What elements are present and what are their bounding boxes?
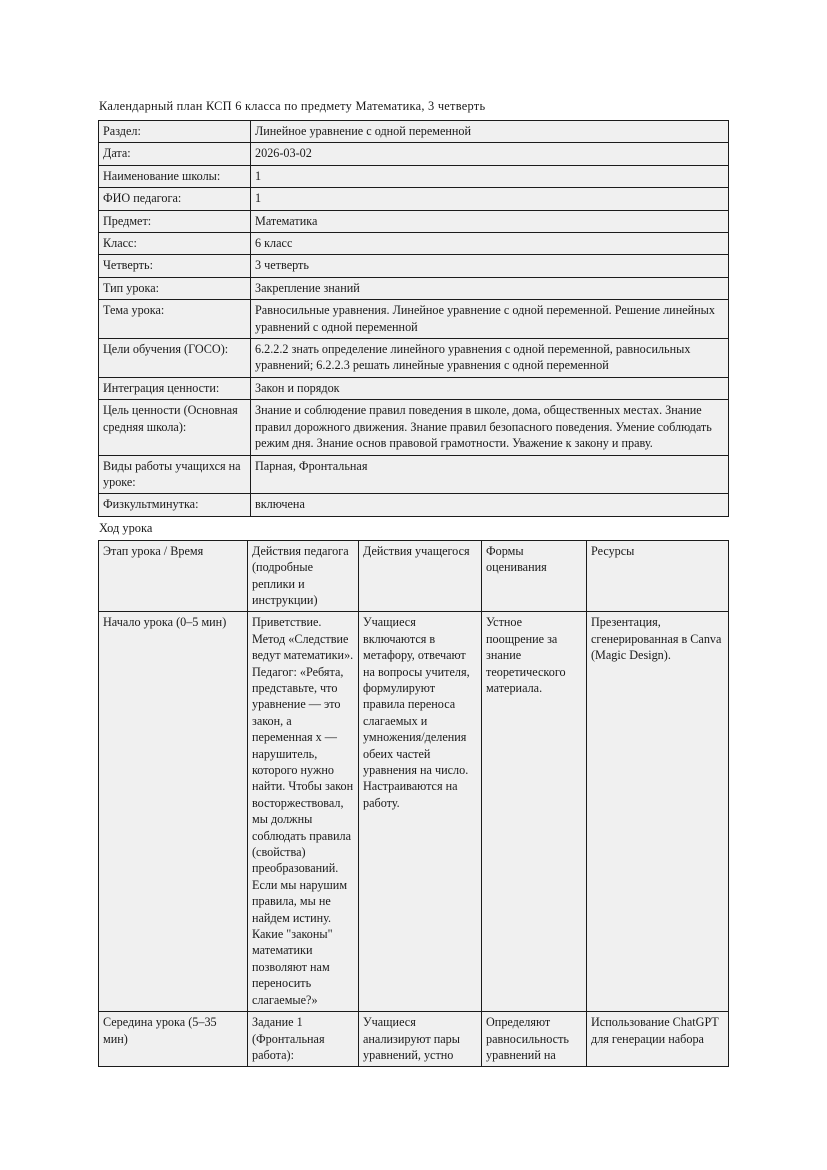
info-value: 3 четверть xyxy=(251,255,729,277)
column-header-resources: Ресурсы xyxy=(587,540,729,612)
info-value: 6 класс xyxy=(251,233,729,255)
info-label: Интеграция ценности: xyxy=(99,377,251,399)
column-header-student-actions: Действия учащегося xyxy=(359,540,482,612)
table-row xyxy=(99,612,729,1012)
lesson-info-table xyxy=(98,120,729,517)
table-row xyxy=(99,121,729,143)
info-value: Парная, Фронтальная xyxy=(251,455,729,494)
table-header-row xyxy=(99,540,729,612)
info-label: Дата: xyxy=(99,143,251,165)
lesson-flow-head xyxy=(99,540,729,612)
info-label: Цель ценности (Основная средняя школа): xyxy=(99,400,251,455)
info-value: 2026-03-02 xyxy=(251,143,729,165)
table-row xyxy=(99,233,729,255)
cell-resources: Использование ChatGPT для генерации набора xyxy=(587,1012,729,1067)
lesson-info-body xyxy=(99,121,729,517)
cell-student-actions: Учащиеся анализируют пары уравнений, устно xyxy=(359,1012,482,1067)
info-label: Физкультминутка: xyxy=(99,494,251,516)
page-title: Календарный план КСП 6 класса по предмету Математика, 3 четверть xyxy=(99,99,486,113)
table-row xyxy=(99,165,729,187)
info-label: Наименование школы: xyxy=(99,165,251,187)
info-label: Четверть: xyxy=(99,255,251,277)
lesson-flow-table xyxy=(98,540,729,1068)
table-row xyxy=(99,210,729,232)
info-label: Раздел: xyxy=(99,121,251,143)
column-header-teacher-actions: Действия педагога (подробные реплики и инструкции) xyxy=(248,540,359,612)
table-row xyxy=(99,300,729,339)
cell-assessment: Устное поощрение за знание теоретического материала. xyxy=(482,612,587,1012)
cell-assessment: Определяют равносильность уравнений на xyxy=(482,1012,587,1067)
column-header-stage: Этап урока / Время xyxy=(99,540,248,612)
info-value: включена xyxy=(251,494,729,516)
cell-resources: Презентация, сгенерированная в Canva (Magic Design). xyxy=(587,612,729,1012)
cell-student-actions: Учащиеся включаются в метафору, отвечают на вопросы учителя, формулируют правила переноса слагаемых и умножения/деления обеих частей уравнения на число. Настраиваются на работу. xyxy=(359,612,482,1012)
table-row xyxy=(99,494,729,516)
info-value: Закрепление знаний xyxy=(251,277,729,299)
page-content xyxy=(98,98,728,1067)
lesson-flow-body xyxy=(99,612,729,1067)
info-label: Виды работы учащихся на уроке: xyxy=(99,455,251,494)
table-row xyxy=(99,455,729,494)
info-label: Цели обучения (ГОСО): xyxy=(99,339,251,378)
info-value: 1 xyxy=(251,188,729,210)
cell-stage: Начало урока (0–5 мин) xyxy=(99,612,248,1012)
cell-teacher-actions: Задание 1 (Фронтальная работа): xyxy=(248,1012,359,1067)
info-label: Тип урока: xyxy=(99,277,251,299)
column-header-assessment: Формы оценивания xyxy=(482,540,587,612)
table-row xyxy=(99,339,729,378)
lesson-flow-heading: Ход урока xyxy=(99,520,153,535)
table-row xyxy=(99,277,729,299)
info-value: Закон и порядок xyxy=(251,377,729,399)
info-value: Математика xyxy=(251,210,729,232)
info-value: 1 xyxy=(251,165,729,187)
cell-stage: Середина урока (5–35 мин) xyxy=(99,1012,248,1067)
info-value: 6.2.2.2 знать определение линейного уравнения с одной переменной, равносильных уравнений; 6.2.2.3 решать линейные уравнения с одной переменной xyxy=(251,339,729,378)
table-row xyxy=(99,143,729,165)
table-row xyxy=(99,188,729,210)
info-label: Класс: xyxy=(99,233,251,255)
table-row xyxy=(99,377,729,399)
cell-teacher-actions: Приветствие. Метод «Следствие ведут математики». Педагог: «Ребята, представьте, что уравнение — это закон, а переменная х — нарушитель, которого нужно найти. Чтобы закон восторжествовал, мы должны соблюдать правила (свойства) преобразований. Если мы нарушим правила, мы не найдем истину. Какие "законы" математики позволяют нам переносить слагаемые?» xyxy=(248,612,359,1012)
info-value: Знание и соблюдение правил поведения в школе, дома, общественных местах. Знание правил дорожного движения. Знание правил безопасного поведения. Умение соблюдать режим дня. Знание основ правовой грамотности. Уважение к закону и праву. xyxy=(251,400,729,455)
info-label: ФИО педагога: xyxy=(99,188,251,210)
info-label: Предмет: xyxy=(99,210,251,232)
info-value: Равносильные уравнения. Линейное уравнение с одной переменной. Решение линейных уравнений с одной переменной xyxy=(251,300,729,339)
info-label: Тема урока: xyxy=(99,300,251,339)
table-row xyxy=(99,1012,729,1067)
info-value: Линейное уравнение с одной переменной xyxy=(251,121,729,143)
table-row xyxy=(99,255,729,277)
table-row xyxy=(99,400,729,455)
